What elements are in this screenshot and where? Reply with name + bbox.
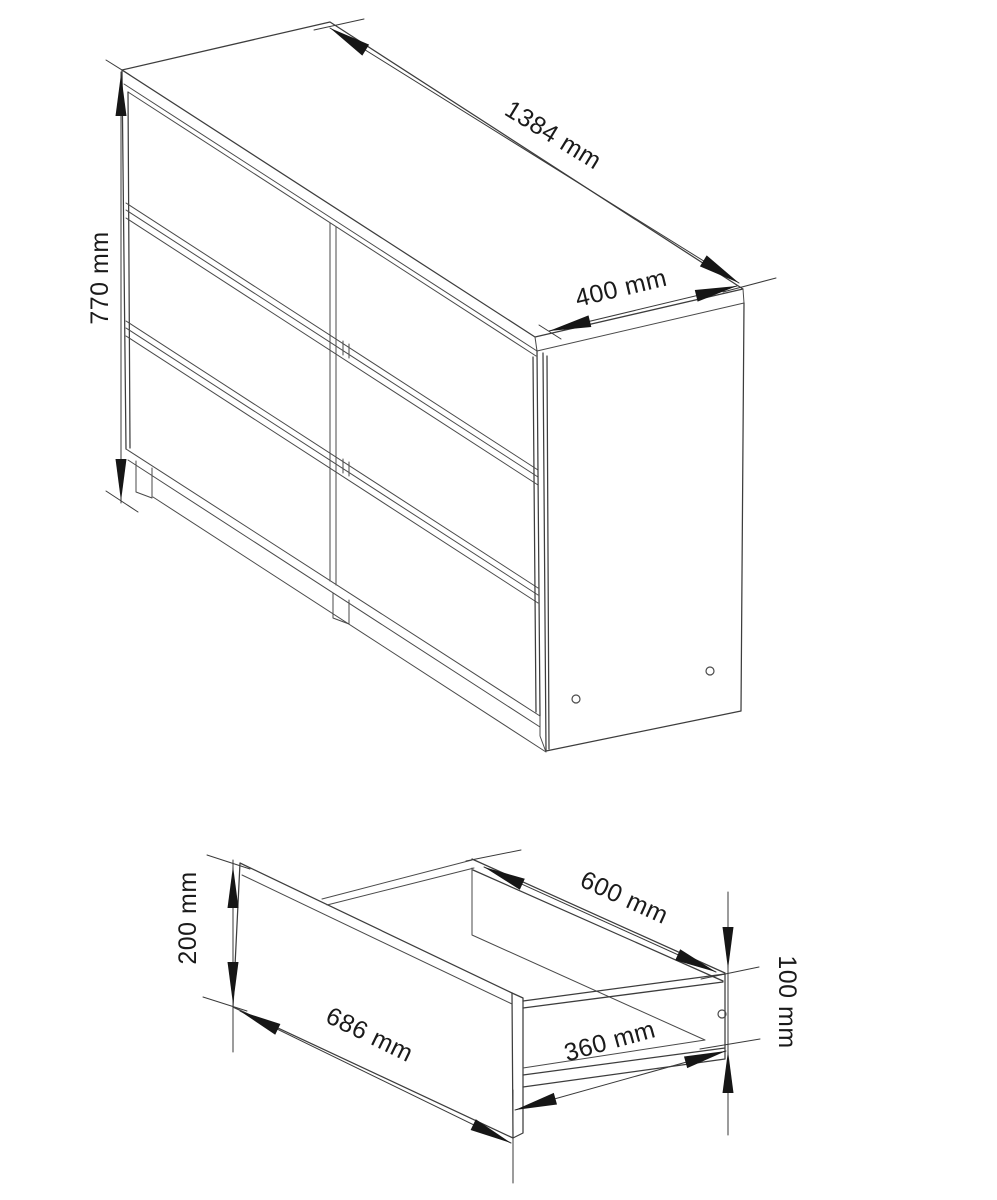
extension-tick-top — [207, 855, 250, 869]
drawer-left-side-top-edge — [322, 860, 474, 905]
extension-tick-top — [106, 60, 130, 75]
arrowhead-left — [240, 1011, 280, 1035]
extension-tick-left — [466, 850, 521, 861]
extension-tick-bottom — [203, 997, 247, 1011]
dresser-bottom-edge — [126, 449, 540, 727]
arrowhead-left — [330, 28, 369, 56]
dimension-label-inner-width: 600 mm — [576, 865, 673, 930]
dresser-cam-hole-back — [706, 667, 714, 675]
dimension-label-width: 1384 mm — [499, 95, 607, 176]
arrowhead-bottom — [116, 459, 127, 501]
arrowhead-left — [484, 867, 525, 890]
drawer-front-panel — [233, 863, 513, 1138]
dimension-label-height: 770 mm — [86, 231, 114, 325]
drawer-side-depth-dimension — [515, 1015, 726, 1110]
dresser-top-rim — [124, 84, 744, 356]
arrowhead-top — [116, 74, 127, 116]
dimension-label-front-height: 200 mm — [174, 871, 202, 965]
dresser-cam-hole-front — [572, 695, 580, 703]
arrowhead-bottom — [723, 1051, 734, 1093]
arrowhead-right — [700, 255, 739, 283]
arrowhead-left — [515, 1093, 557, 1110]
drawer-inner-width-dimension — [466, 850, 759, 979]
arrowhead-bottom — [228, 962, 239, 1004]
dresser-side-front-edge — [543, 353, 549, 751]
dresser-column-divider — [330, 223, 349, 585]
dresser-side-panel — [546, 303, 744, 751]
dresser-front-right-edge — [533, 351, 540, 716]
dimension-label-depth: 400 mm — [572, 263, 670, 313]
arrowhead-top — [228, 866, 239, 908]
drawer-side-height-dimension — [700, 892, 801, 1135]
extension-tick-right — [723, 278, 776, 292]
arrowhead-right — [695, 286, 737, 302]
dimension-label-side-height: 100 mm — [773, 955, 801, 1049]
dimension-label-front-width: 686 mm — [321, 1001, 418, 1068]
dresser-drawer-gap-row2 — [126, 321, 538, 603]
drawer-front-panel-end-face — [512, 993, 523, 1138]
dresser-plinth — [153, 497, 546, 752]
extension-tick-bottom — [700, 1039, 760, 1049]
dresser-front-left-edge — [122, 71, 130, 449]
dresser-figure — [86, 19, 776, 752]
drawer-figure — [174, 850, 801, 1183]
extension-tick-bottom — [106, 491, 138, 512]
arrowhead-right — [471, 1119, 511, 1143]
arrowhead-left — [549, 315, 591, 331]
dimension-label-side-depth: 360 mm — [561, 1015, 659, 1068]
arrowhead-top — [723, 927, 734, 969]
dresser-drawer-gap-row1 — [126, 203, 538, 485]
